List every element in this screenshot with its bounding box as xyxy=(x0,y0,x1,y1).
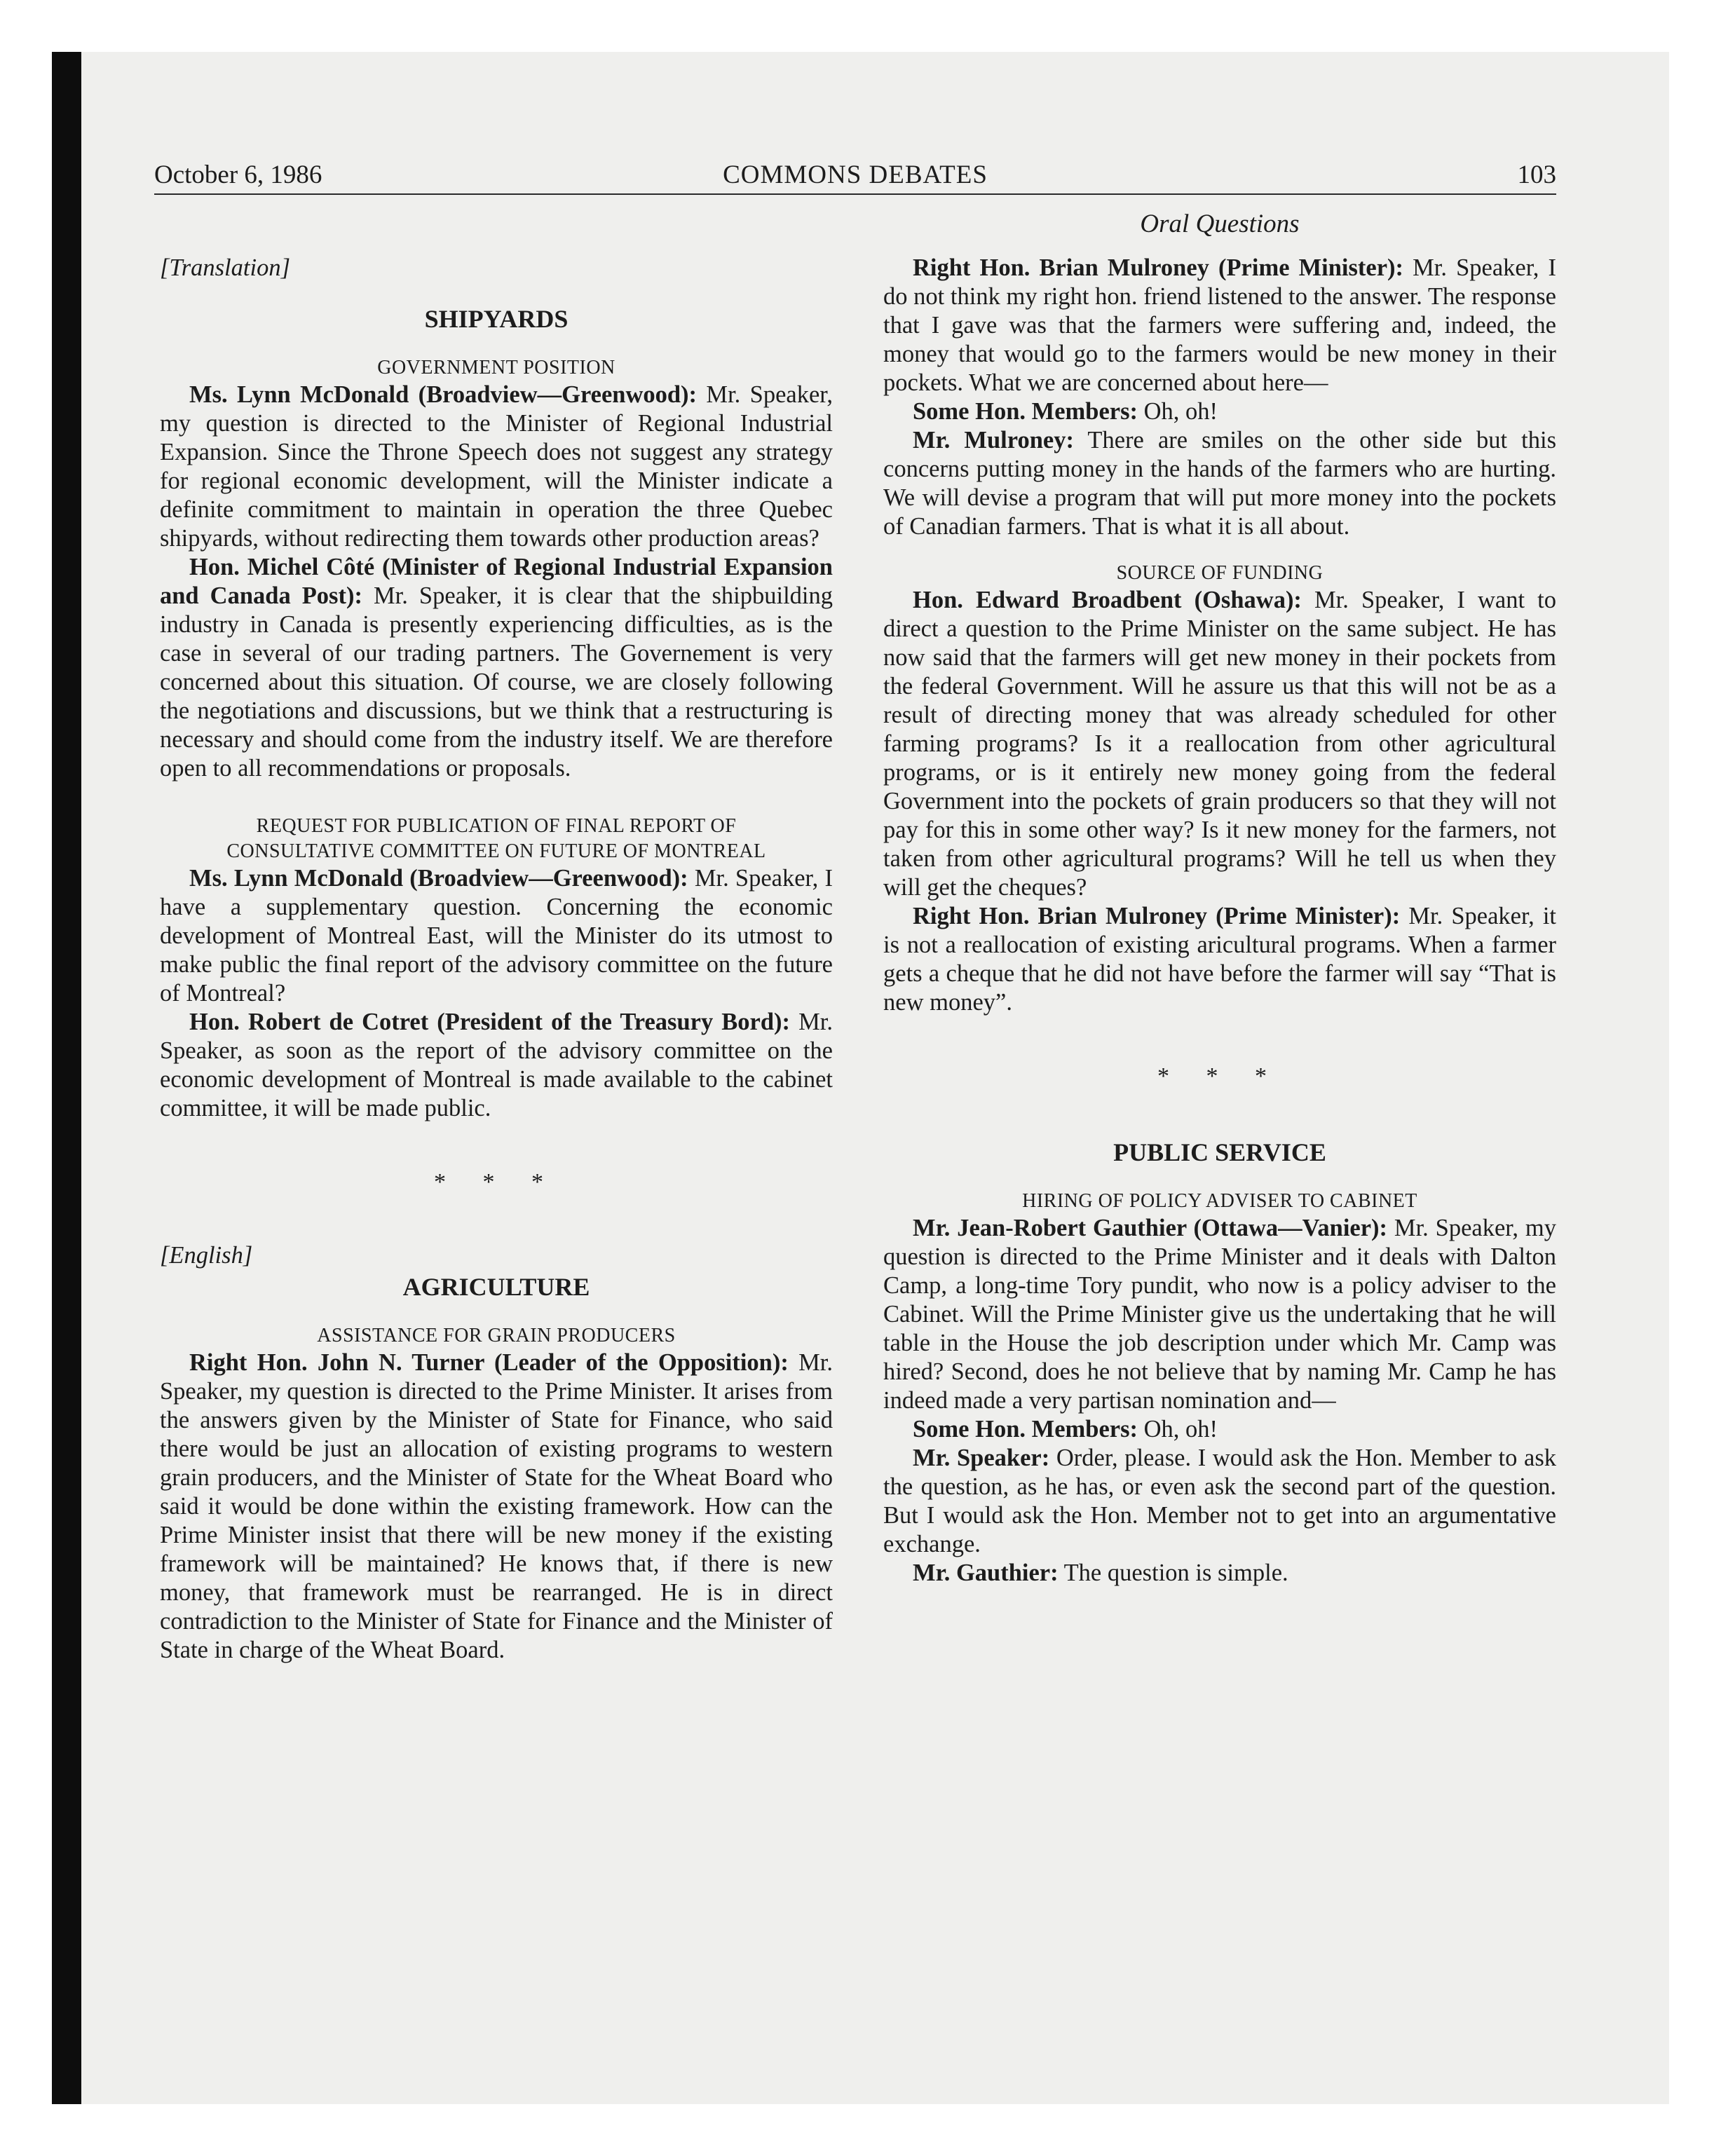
speech-paragraph xyxy=(883,902,1556,1017)
speech-text: There are smiles on the other side but this concerns putting money in the hands of the farmers who are hurting. We will devise a program that will put more money into the pockets of Canadian farmers. That is what it is all about. xyxy=(883,427,1556,540)
right-column xyxy=(883,254,1556,1588)
subheading-policy-adviser: HIRING OF POLICY ADVISER TO CABINET xyxy=(1022,1190,1417,1212)
speaker-name: Mr. Speaker: xyxy=(913,1445,1050,1471)
speech-text: Mr. Speaker, it is not a reallocation of existing aricultural programs. When a farmer gets a cheque that he did not have before the farmer will say “That is new money”. xyxy=(883,903,1556,1016)
speaker-name: Right Hon. Brian Mulroney (Prime Minister): xyxy=(913,254,1404,281)
speaker-name: Right Hon. Brian Mulroney (Prime Minister): xyxy=(913,903,1401,929)
speaker-name: Some Hon. Members: xyxy=(913,398,1138,425)
speech-text: Mr. Speaker, it is clear that the shipbuilding industry in Canada is presently experiencing difficulties, as is the case in several of our trading partners. The Governement is very concerned about this situation. Of course, we are closely following the negotiations and discussions, but we think that a restructuring is necessary and should come from the industry itself. We are therefore open to all recommendations or proposals. xyxy=(160,582,833,782)
running-head xyxy=(154,158,1556,192)
speech-text: Mr. Speaker, my question is directed to the Minister of Regional Industrial Expansion. Since the Throne Speech does not suggest any strategy for regional economic development, will the Minister indicate a definite commitment to maintain in operation the three Quebec shipyards, without redirecting them towards other production areas? xyxy=(160,381,833,552)
language-note: [English] xyxy=(160,1242,253,1269)
language-note: [Translation] xyxy=(160,254,290,281)
subheading-grain-producers: ASSISTANCE FOR GRAIN PRODUCERS xyxy=(317,1325,676,1346)
section-heading-shipyards: SHIPYARDS xyxy=(424,305,569,333)
speech-text: Mr. Speaker, my question is directed to the Prime Minister. It arises from the answers given by the Minister of State for Finance, who said there would be just an allocation of existing programs to western grain producers, and the Minister of State for the Wheat Board who said it would be done within the existing framework. How can the Prime Minister insist that there will be new money if the existing framework will be maintained? He knows that, if there is new money, that framework must be rearranged. He is in direct contradiction to the Minister of State for Finance and the Minister of State in charge of the Wheat Board. xyxy=(160,1349,833,1663)
speech-paragraph xyxy=(160,864,833,1008)
speaker-name: Ms. Lynn McDonald (Broadview—Greenwood): xyxy=(189,381,698,408)
speech-paragraph xyxy=(160,553,833,783)
subheading-montreal-line1: REQUEST FOR PUBLICATION OF FINAL REPORT OF xyxy=(256,815,737,837)
subheading-government-position: GOVERNMENT POSITION xyxy=(377,357,615,378)
speech-paragraph xyxy=(883,1214,1556,1415)
page-number: 103 xyxy=(1517,161,1556,189)
speaker-name: Mr. Gauthier: xyxy=(913,1560,1059,1586)
section-heading-public-service: PUBLIC SERVICE xyxy=(1113,1138,1326,1166)
speaker-name: Mr. Jean-Robert Gauthier (Ottawa—Vanier): xyxy=(913,1215,1388,1241)
speaker-name: Hon. Michel Côté (Minister of Regional Industrial Expansion and Canada Post): xyxy=(160,554,833,609)
speech-text: Mr. Speaker, I have a supplementary question. Concerning the economic development of Montreal East, will the Minister do its utmost to make public the final report of the advisory committee on the future of Montreal? xyxy=(160,865,833,1007)
speech-text: Mr. Speaker, as soon as the report of the advisory committee on the economic development of Montreal is made available to the cabinet committee, it will be made public. xyxy=(160,1009,834,1121)
section-heading-agriculture: AGRICULTURE xyxy=(402,1273,590,1301)
speech-text: Oh, oh! xyxy=(1137,1416,1218,1442)
section-separator: * * * xyxy=(434,1169,559,1195)
journal-title: COMMONS DEBATES xyxy=(723,161,988,189)
speech-paragraph xyxy=(883,586,1556,902)
speech-paragraph xyxy=(160,1008,833,1123)
left-column xyxy=(160,254,833,1665)
speaker-name: Hon. Robert de Cotret (President of the Treasury Bord): xyxy=(189,1009,791,1035)
speech-paragraph xyxy=(883,1415,1556,1444)
subheading-source-of-funding: SOURCE OF FUNDING xyxy=(1116,562,1324,584)
speech-paragraph xyxy=(883,1559,1556,1588)
header-rule xyxy=(154,193,1556,195)
speech-paragraph xyxy=(883,426,1556,541)
speaker-name: Some Hon. Members: xyxy=(913,1416,1138,1442)
scan-edge-bar xyxy=(52,52,81,2104)
speaker-name: Ms. Lynn McDonald (Broadview—Greenwood): xyxy=(189,865,688,892)
speech-paragraph xyxy=(883,254,1556,397)
section-label: Oral Questions xyxy=(1140,210,1300,238)
speaker-name: Hon. Edward Broadbent (Oshawa): xyxy=(913,587,1302,613)
speech-paragraph xyxy=(883,1444,1556,1559)
page-date: October 6, 1986 xyxy=(154,161,322,189)
speech-text: Mr. Speaker, I do not think my right hon. friend listened to the answer. The response that I gave was that the farmers were suffering and, indeed, the money that would go to the farmers would be new money in their pockets. What we are concerned about here— xyxy=(883,254,1556,396)
speech-paragraph xyxy=(160,381,833,553)
speech-paragraph xyxy=(883,397,1556,426)
speech-text: The question is simple. xyxy=(1058,1560,1288,1586)
speech-text: Order, please. I would ask the Hon. Member to ask the question, as he has, or even ask the second part of the question. But I would ask the Hon. Member not to get into an argumentative exchange. xyxy=(883,1445,1556,1557)
subheading-montreal-line2: CONSULTATIVE COMMITTEE ON FUTURE OF MONTREAL xyxy=(226,840,766,862)
section-separator: * * * xyxy=(1157,1063,1282,1089)
speech-paragraph xyxy=(160,1349,833,1665)
speech-text: Oh, oh! xyxy=(1137,398,1218,425)
speech-text: Mr. Speaker, my question is directed to the Prime Minister and it deals with Dalton Camp, a long-time Tory pundit, who now is a policy adviser to the Cabinet. Will the Prime Minister give us the undertaking that he will table in the House the job description under which Mr. Camp was hired? Second, does he not believe that by naming Mr. Camp he has indeed made a very partisan nomination and— xyxy=(883,1215,1556,1414)
speech-text: Mr. Speaker, I want to direct a question to the Prime Minister on the same subject. He has now said that the farmers will get new money in their pockets from the federal Government. Will he assure us that this will not be as a result of directing money that was already scheduled for other farming programs? Is it a reallocation from other agricultural programs, or is it entirely new money going from the federal Government into the pockets of grain producers so that they will not pay for this in some other way? Is it new money for the farmers, not taken from other agricultural programs? Will he tell us when they will get the cheques? xyxy=(883,587,1556,901)
speaker-name: Right Hon. John N. Turner (Leader of the Opposition): xyxy=(189,1349,789,1376)
speaker-name: Mr. Mulroney: xyxy=(913,427,1074,453)
